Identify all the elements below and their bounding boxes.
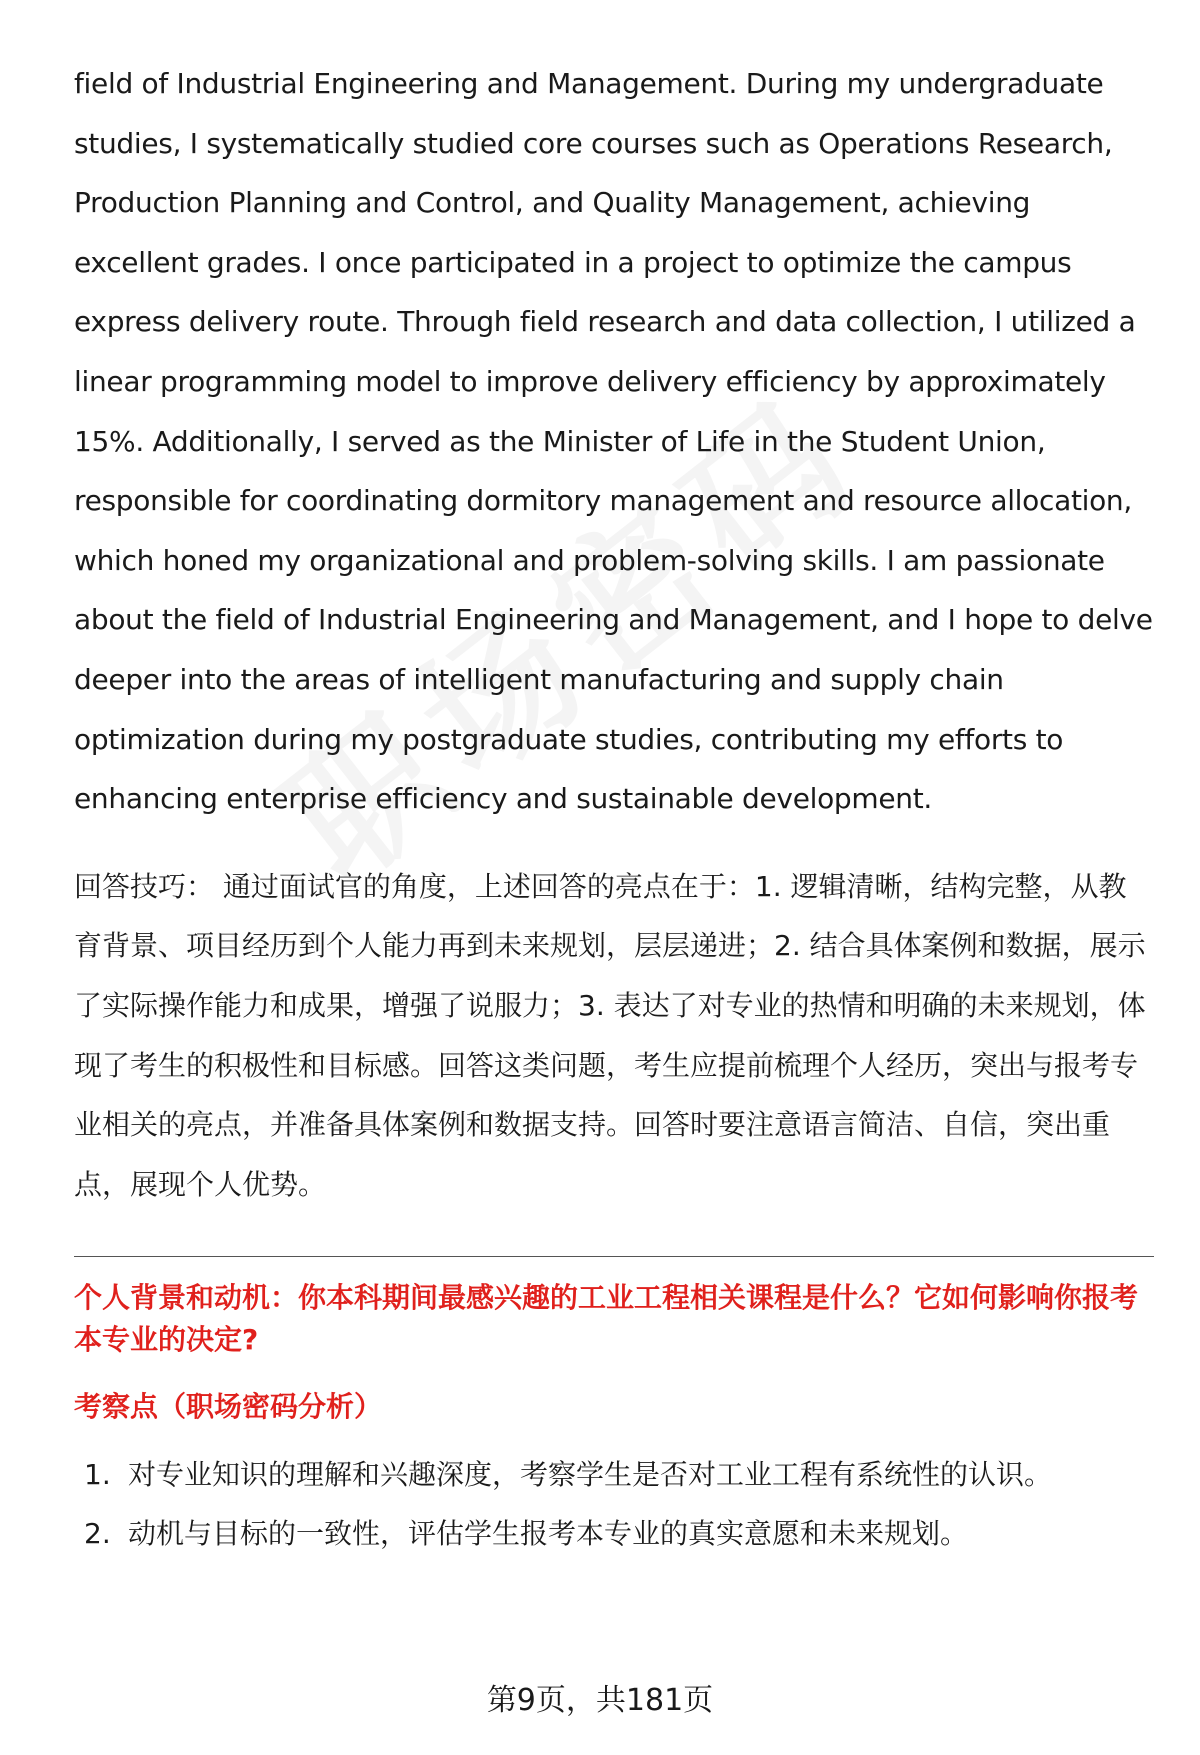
analysis-heading: 考察点（职场密码分析） — [74, 1390, 383, 1424]
page-content — [74, 54, 1154, 1573]
answer-paragraph: field of Industrial Engineering and Management. During my undergraduate studies, I systematically studied core courses such as Operations Research, Production Planning and Control, and Quality Management, achieving excellent grades. I once participated in a project to optimize the campus express delivery route. Through field research and data collection, I utilized a linear programming model to improve delivery efficiency by approximately 15%. Additionally, I served as the Minister of Life in the Student Union, responsible for coordinating dormitory management and resource allocation, which honed my organizational and problem-solving skills. I am passionate about the field of Industrial Engineering and Management, and I hope to delve deeper into the areas of intelligent manufacturing and supply chain optimization during my postgraduate studies, contributing my efforts to enhancing enterprise efficiency and sustainable development. — [74, 67, 1153, 816]
list-item-number: 1. — [84, 1458, 111, 1492]
section-divider — [74, 1256, 1154, 1257]
list-item-number: 2. — [84, 1517, 111, 1551]
list-item-text: 动机与目标的一致性，评估学生报考本专业的真实意愿和未来规划。 — [128, 1517, 969, 1551]
list-item-text: 对专业知识的理解和兴趣深度，考察学生是否对工业工程有系统性的认识。 — [128, 1458, 1053, 1492]
answer-tip-paragraph: 回答技巧： 通过面试官的角度，上述回答的亮点在于：1. 逻辑清晰，结构完整，从教育背景、项目经历到个人能力再到未来规划，层层递进；2. 结合具体案例和数据，展示了实际操作能力和成果，增强了说服力；3. 表达了对专业的热情和明确的未来规划，体现了考生的积极性和目标感。回答这类问题，考生应提前梳理个人经历，突出与报考专业相关的亮点，并准备具体案例和数据支持。回答时要注意语言简洁、自信，突出重点，展现个人优势。 — [74, 869, 1146, 1201]
analysis-points-list — [74, 1455, 1154, 1554]
list-item — [74, 1455, 1154, 1495]
question-heading: 个人背景和动机：你本科期间最感兴趣的工业工程相关课程是什么？它如何影响你报考本专业的决定? — [74, 1281, 1139, 1357]
page-number-footer: 第9页，共181页 — [486, 1683, 714, 1718]
list-item — [74, 1514, 1154, 1554]
